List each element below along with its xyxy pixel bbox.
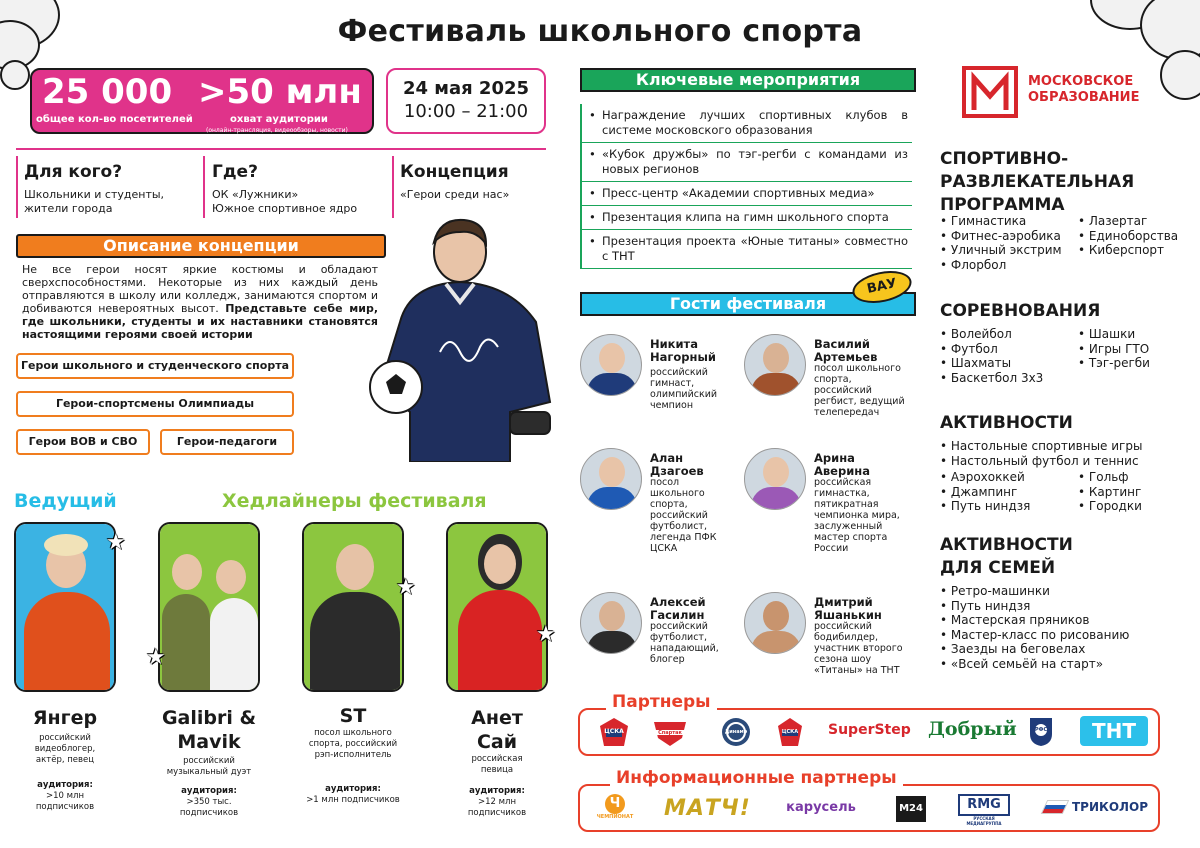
visitors-value: 25 000 [42,72,173,112]
headliner-photo-1 [14,522,116,692]
headliner-name: Янгер [32,707,98,729]
headliner-audience: аудитория: >1 млн подписчиков [306,784,400,805]
info-partners-title: Информационные партнеры [610,768,903,788]
guest-photo [744,334,806,396]
activities-list-wide: • Настольные спортивные игры • Настольный футбол и теннис [940,439,1142,468]
host-label: Ведущий [14,490,117,512]
events-list [580,104,912,269]
partners-title: Партнеры [606,692,717,712]
m24-logo: M24 [896,796,926,822]
guest-desc: российский гимнаст, олимпийский чемпион [650,367,718,411]
football-player-illustration [360,212,560,462]
dynamo-logo-icon: Динамо [720,716,752,748]
dobry-logo: Добрый [928,718,1017,740]
guest-desc: посол школьного спорта, российский регбист, ведущий телепередач [814,363,905,418]
hero-category-school-sport: Герои школьного и студенческого спорта [16,353,294,379]
headliner-audience: аудитория: >12 млн подписчиков [467,786,527,818]
star-icon: ★ [536,622,556,647]
guest-photo [744,592,806,654]
audience-note: (онлайн-трансляция, видеообзоры, новости) [206,127,348,134]
family-title: АКТИВНОСТИ ДЛЯ СЕМЕЙ [940,535,1073,578]
guest-name: Арина Аверина [814,451,870,478]
star-icon: ★ [146,645,166,670]
program-title: СПОРТИВНО- РАЗВЛЕКАТЕЛЬНАЯ ПРОГРАММА [940,149,1135,215]
hero-category-olympics: Герои-спортсмены Олимпиады [16,391,294,417]
visitors-label: общее кол-во посетителей [36,114,193,125]
headliner-desc: посол школьного спорта, российский рэп-исполнитель [308,728,398,760]
cska-basket-logo-icon: ЦСКА [776,716,804,748]
star-icon: ★ [396,575,416,600]
list-item: • Награждение лучших спортивных клубов в системе московского образования [580,104,912,143]
divider [203,156,205,218]
guest-photo [744,448,806,510]
star-icon: ★ [106,530,126,555]
guest-desc: российский бодибилдер, участник второго сезона шоу «Титаны» на ТНТ [814,621,903,676]
guest-desc: российский футболист, нападающий, блогер [650,621,719,665]
guest-name: Дмитрий Яшанькин [814,595,882,622]
guest-photo [580,334,642,396]
audience-label: охват аудитории [230,114,328,125]
guests-header: Гости фестиваля [580,292,916,316]
competitions-list-2: • Шашки • Игры ГТО • Тэг-регби [1078,327,1150,371]
cska-logo-icon: ЦСКА [598,716,630,748]
karusel-logo: карусель [786,800,856,815]
events-header: Ключевые мероприятия [580,68,916,92]
guest-name: Алан Дзагоев [650,451,704,478]
headliner-audience: аудитория: >350 тыс. подписчиков [179,786,239,818]
activities-list-2: • Гольф • Картинг • Городки [1078,470,1142,514]
for-whom-title: Для кого? [24,162,123,182]
guest-photo [580,448,642,510]
list-item: • «Кубок дружбы» по тэг-регби с командами из новых регионов [580,143,912,182]
headliner-audience: аудитория: >10 млн подписчиков [35,780,95,812]
list-item: • Пресс-центр «Академии спортивных медиа» [580,182,912,206]
logo-mark-icon [962,66,1018,118]
divider [16,148,546,150]
activities-list-1: • Аэрохоккей • Джампинг • Путь ниндзя [940,470,1030,514]
competitions-title: СОРЕВНОВАНИЯ [940,301,1101,321]
headliner-desc: российская певица [471,754,523,775]
logo-line-2: ОБРАЗОВАНИЕ [1028,90,1140,105]
spartak-logo-icon: Спартак [650,718,690,748]
guest-name: Никита Нагорный [650,337,716,364]
wow-badge: ВАУ [850,266,915,308]
date-box [386,68,546,134]
event-date: 24 мая 2025 [402,78,530,99]
rmg-logo: RMG РУССКАЯ МЕДИАГРУППА [958,794,1010,824]
for-whom-text: Школьники и студенты, жители города [24,188,165,215]
tnt-logo: ТНТ [1080,716,1148,746]
stats-box [30,68,374,134]
where-text: ОК «Лужники» Южное спортивное ядро [212,188,358,215]
headliners-label: Хедлайнеры фестиваля [222,490,487,512]
where-title: Где? [212,162,258,182]
championat-logo: Ч ЧЕМПИОНАТ [596,796,634,820]
headliner-desc: российский музыкальный дуэт [166,756,252,777]
concept-desc-header: Описание концепции [16,234,386,258]
guest-name: Алексей Гасилин [650,595,706,622]
divider [392,156,394,218]
divider [16,156,18,218]
logo-line-1: МОСКОВСКОЕ [1028,74,1134,89]
concept-text: «Герои среди нас» [400,188,510,201]
concept-desc-text: Не все герои носят яркие костюмы и обладают сверхспособностями. Некоторые из них каждый день отправляются в школу или колледж, занимаются спортом и добиваются невероятных высот. Представьте себе мир, где школьники, студенты и их наставники становятся настоящими героями своей истории [22,263,379,341]
activities-title: АКТИВНОСТИ [940,413,1073,433]
page-title: Фестиваль школьного спорта [337,14,863,49]
event-time: 10:00 – 21:00 [403,101,529,122]
headliner-photo-3 [302,522,404,692]
guest-desc: российская гимнастка, пятикратная чемпионка мира, заслуженный мастер спорта России [814,477,900,554]
hero-category-teachers: Герои-педагоги [160,429,294,455]
rfs-logo-icon: РФС [1028,714,1054,748]
guest-photo [580,592,642,654]
program-list-1: • Гимнастика • Фитнес-аэробика • Уличный экстрим • Флорбол [940,214,1062,272]
list-item: • Презентация проекта «Юные титаны» совместно с ТНТ [580,230,912,269]
headliner-name: Анет Сай [471,707,523,753]
concept-title: Концепция [400,162,509,182]
match-logo: МАТЧ! [664,796,751,821]
family-list: • Ретро-машинки • Путь ниндзя • Мастерская пряников • Мастер-класс по рисованию • Заезды на беговелах • «Всей семьёй на старт» [940,584,1129,671]
headliner-desc: российский видеоблогер, актёр, певец [34,733,96,765]
guest-name: Василий Артемьев [814,337,878,364]
competitions-list-1: • Волейбол • Футбол • Шахматы • Баскетбол 3х3 [940,327,1043,385]
program-list-2: • Лазертаг • Единоборства • Киберспорт [1078,214,1178,258]
hero-category-war: Герои ВОВ и СВО [16,429,150,455]
headliner-photo-4 [446,522,548,692]
superstep-logo: SuperStep [828,722,911,738]
list-item: • Презентация клипа на гимн школьного спорта [580,206,912,230]
tricolor-logo: ТРИКОЛОР [1044,796,1150,822]
headliner-name: ST [339,705,367,727]
guest-desc: посол школьного спорта, российский футболист, легенда ПФК ЦСКА [650,477,717,554]
headliner-name: Galibri & Mavik [161,707,257,753]
audience-value: >50 млн [198,72,362,112]
headliner-photo-2 [158,522,260,692]
